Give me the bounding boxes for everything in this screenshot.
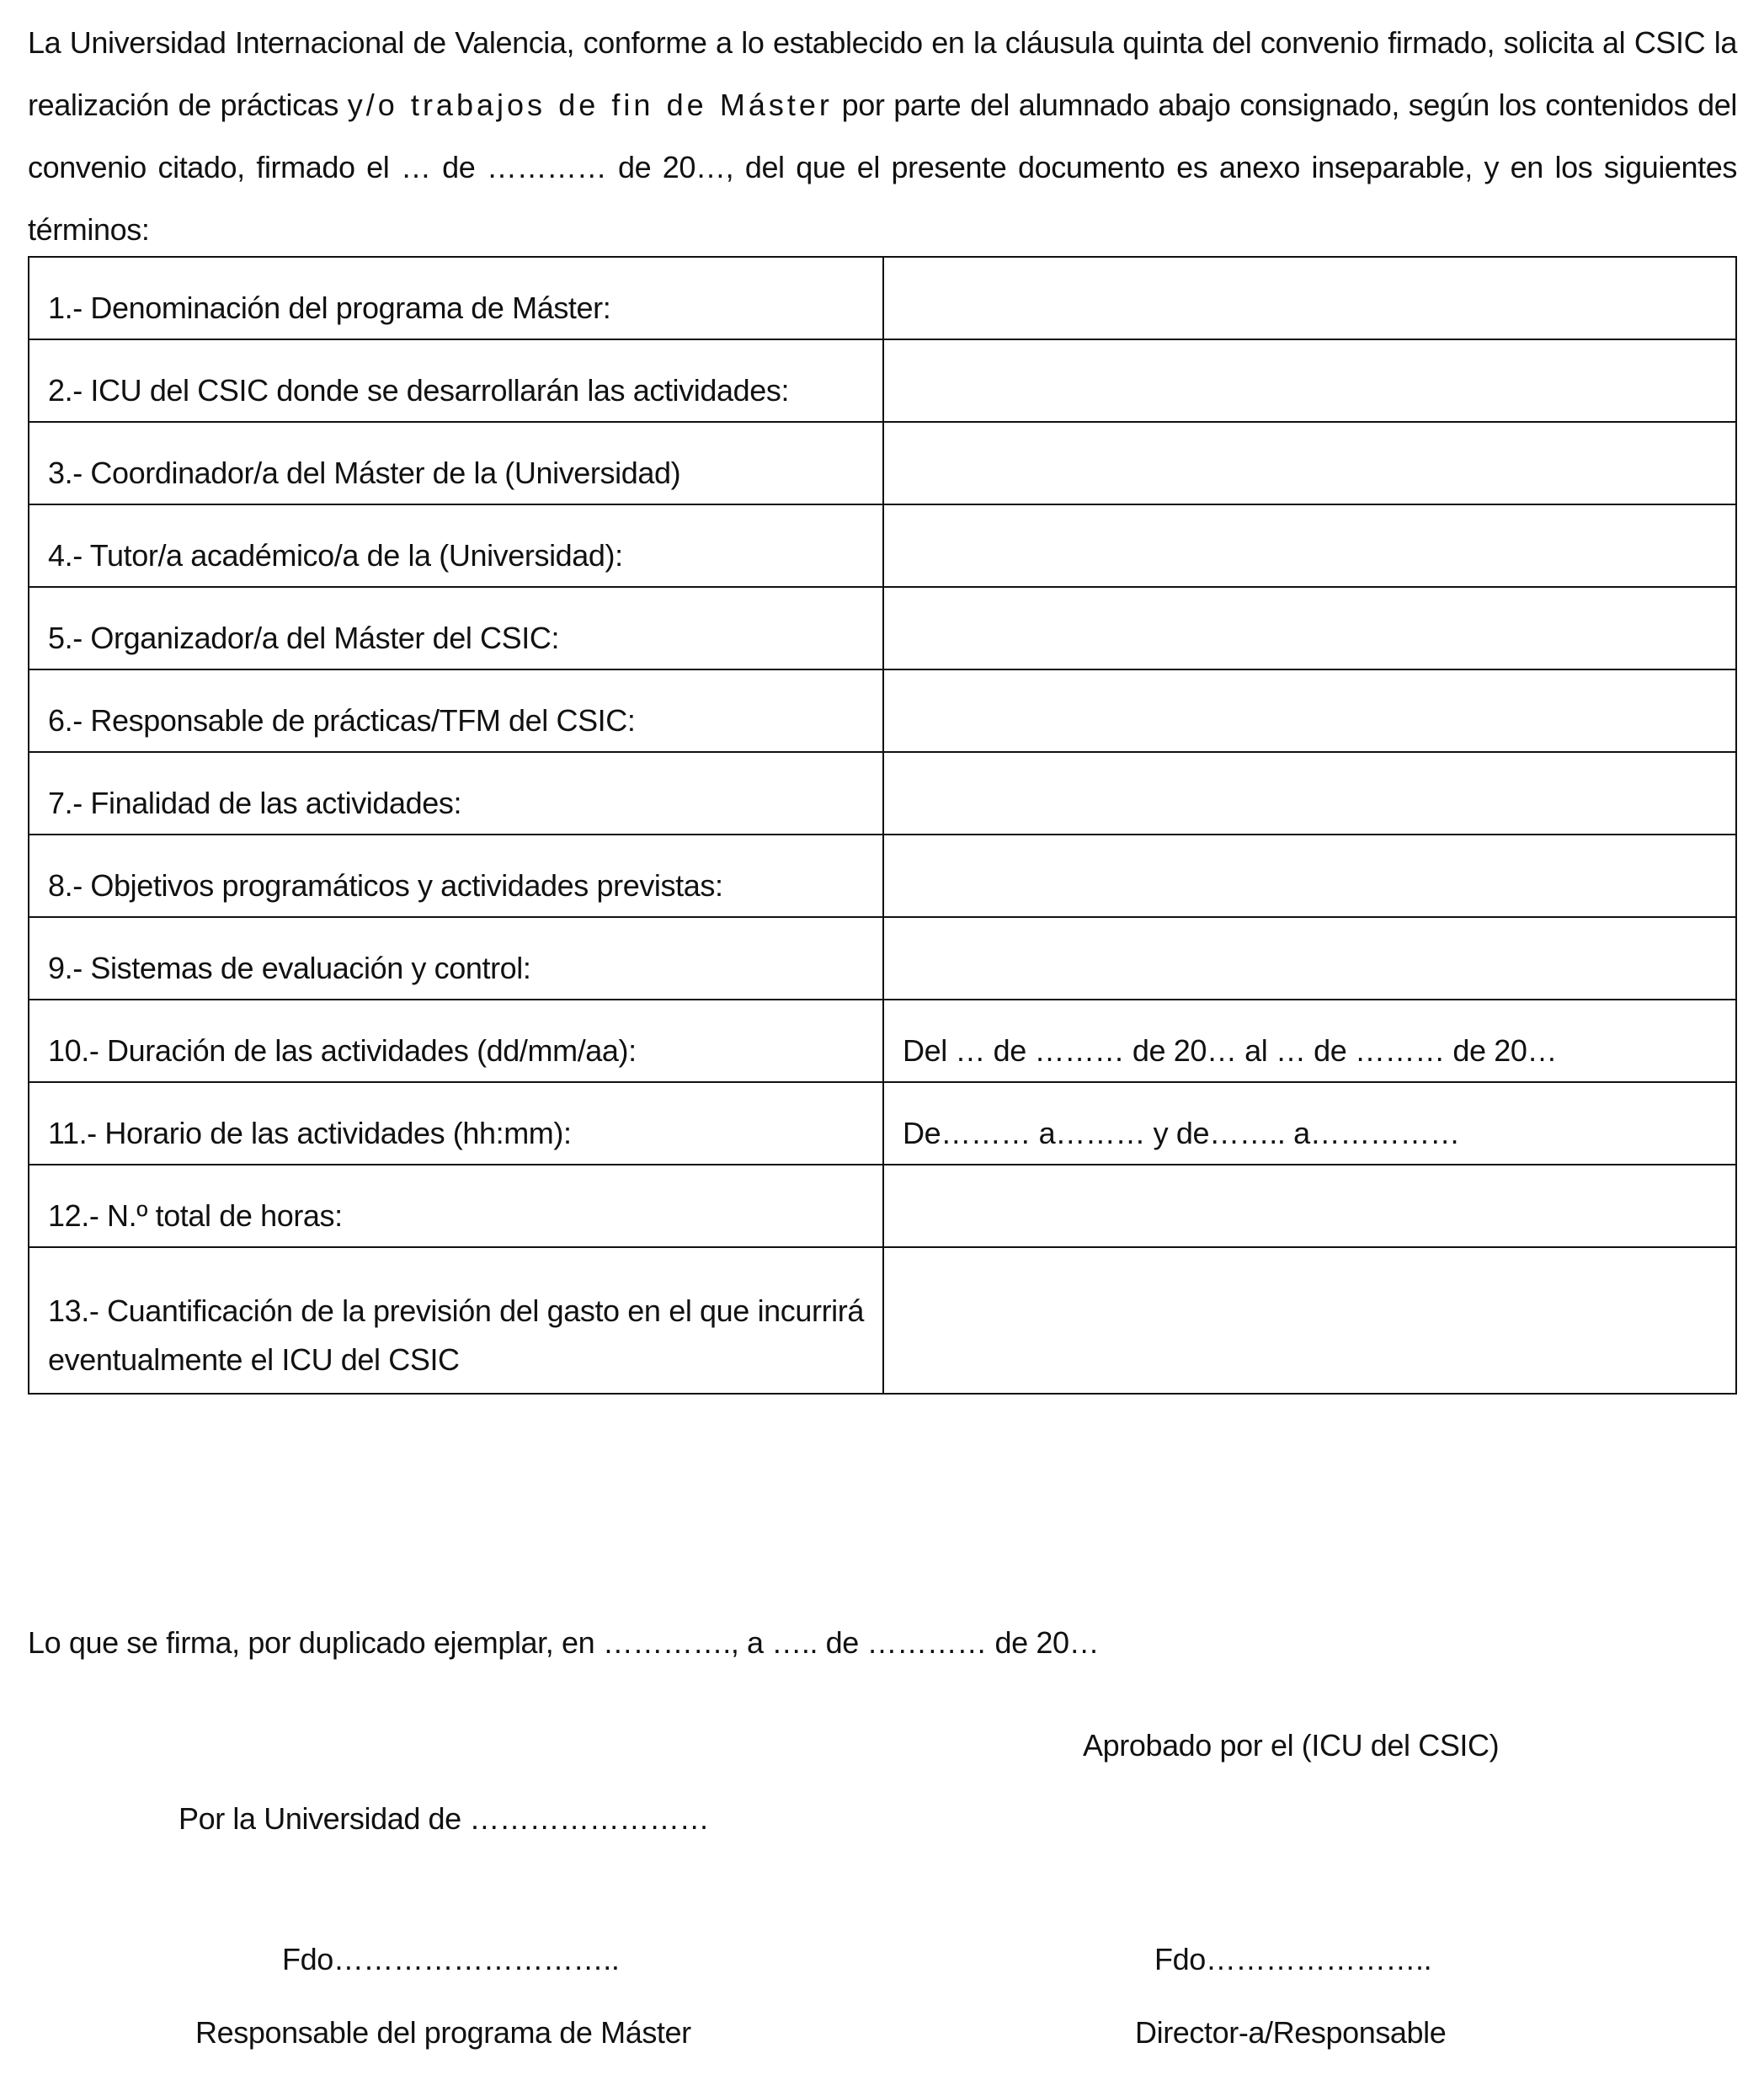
table-row bbox=[29, 835, 1736, 917]
term-label: 1.- Denominación del programa de Máster: bbox=[29, 257, 883, 339]
intro-text-2: por parte del alumnado abajo consignado, según los contenidos del convenio citado, firmado el … de ………… de 20…, del que el presente documento es anexo inseparable, y en los siguientes términos: bbox=[28, 88, 1737, 247]
signer-role-csic: Director-a/Responsable bbox=[1135, 2015, 1447, 2050]
term-label: 12.- N.º total de horas: bbox=[29, 1165, 883, 1247]
term-value-field[interactable] bbox=[883, 422, 1736, 504]
term-value-field[interactable] bbox=[883, 587, 1736, 669]
table-row bbox=[29, 917, 1736, 1000]
term-label: 13.- Cuantificación de la previsión del gasto en el que incurrirá eventualmente el ICU del CSIC bbox=[29, 1247, 883, 1394]
term-value-field[interactable]: De……… a……… y de…….. a…………… bbox=[883, 1082, 1736, 1165]
intro-paragraph bbox=[28, 0, 1737, 261]
table-row bbox=[29, 1165, 1736, 1247]
table-row bbox=[29, 587, 1736, 669]
term-value-field[interactable] bbox=[883, 669, 1736, 752]
term-value-field[interactable] bbox=[883, 1247, 1736, 1394]
table-row bbox=[29, 1082, 1736, 1165]
term-value-field[interactable] bbox=[883, 752, 1736, 835]
signature-line-university: Fdo……………………….. bbox=[282, 1942, 620, 1976]
table-row bbox=[29, 1000, 1736, 1082]
term-value-field[interactable] bbox=[883, 917, 1736, 1000]
term-value-field[interactable] bbox=[883, 835, 1736, 917]
term-value-field[interactable]: Del … de ……… de 20… al … de ……… de 20… bbox=[883, 1000, 1736, 1082]
term-label: 11.- Horario de las actividades (hh:mm): bbox=[29, 1082, 883, 1165]
intro-text-1: La Universidad Internacional de Valencia, conforme a lo establecido en la cláusula quinta del convenio firmado, solicita al CSIC la realización de prácticas bbox=[28, 25, 1737, 122]
terms-table bbox=[28, 256, 1737, 1395]
closing-statement: Lo que se firma, por duplicado ejemplar, en …………., a ….. de ………… de 20… bbox=[28, 1625, 1100, 1660]
by-university-label: Por la Universidad de …………………… bbox=[179, 1801, 710, 1836]
table-row bbox=[29, 1247, 1736, 1394]
term-value-field[interactable] bbox=[883, 257, 1736, 339]
term-label: 6.- Responsable de prácticas/TFM del CSIC: bbox=[29, 669, 883, 752]
intro-text-spaced: y/o trabajos de fin de Máster bbox=[347, 88, 833, 122]
table-row bbox=[29, 422, 1736, 504]
table-row bbox=[29, 752, 1736, 835]
term-label: 4.- Tutor/a académico/a de la (Universidad): bbox=[29, 504, 883, 587]
term-label: 2.- ICU del CSIC donde se desarrollarán las actividades: bbox=[29, 339, 883, 422]
signature-line-csic: Fdo………………….. bbox=[1154, 1942, 1432, 1976]
term-value-field[interactable] bbox=[883, 504, 1736, 587]
term-label: 10.- Duración de las actividades (dd/mm/aa): bbox=[29, 1000, 883, 1082]
term-label: 5.- Organizador/a del Máster del CSIC: bbox=[29, 587, 883, 669]
term-label: 9.- Sistemas de evaluación y control: bbox=[29, 917, 883, 1000]
signer-role-university: Responsable del programa de Máster bbox=[195, 2015, 691, 2050]
term-label: 3.- Coordinador/a del Máster de la (Universidad) bbox=[29, 422, 883, 504]
table-row bbox=[29, 669, 1736, 752]
table-row bbox=[29, 257, 1736, 339]
term-label: 8.- Objetivos programáticos y actividades previstas: bbox=[29, 835, 883, 917]
term-value-field[interactable] bbox=[883, 339, 1736, 422]
table-row bbox=[29, 504, 1736, 587]
term-label: 7.- Finalidad de las actividades: bbox=[29, 752, 883, 835]
approved-by-label: Aprobado por el (ICU del CSIC) bbox=[1083, 1728, 1500, 1763]
term-value-field[interactable] bbox=[883, 1165, 1736, 1247]
document bbox=[28, 0, 1737, 2080]
table-row bbox=[29, 339, 1736, 422]
